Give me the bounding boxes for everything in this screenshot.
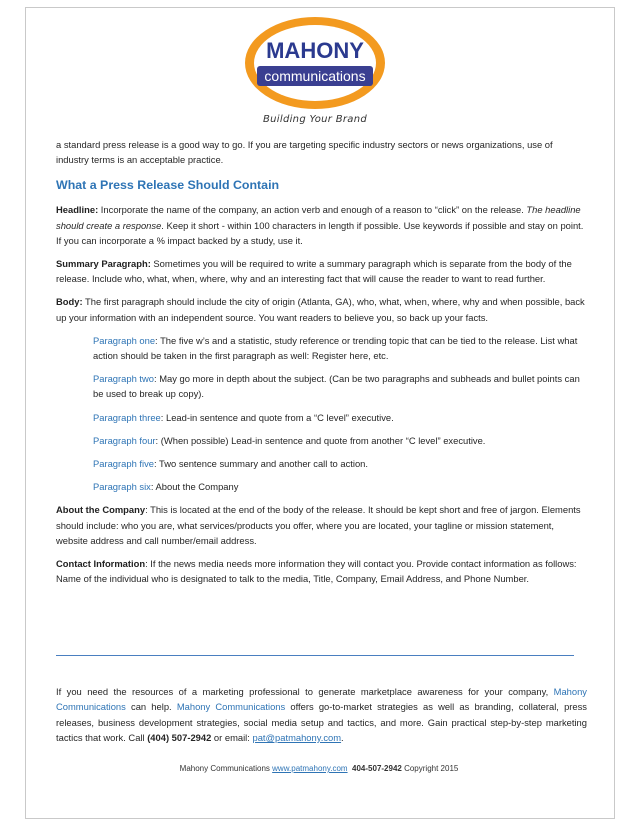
paragraph-text: : Two sentence summary and another call to action. <box>153 458 368 470</box>
logo-tagline: Building Your Brand <box>263 114 367 125</box>
headline-text-after: . Keep it short - within 100 characters in length if possible. Use keywords if possible and stay on point. If you can incorporate a % impact backed by a study, use it. <box>56 219 584 246</box>
paragraph-item <box>56 371 587 401</box>
closing-text-4: or email: <box>211 731 253 743</box>
paragraph-label: Paragraph one <box>93 334 156 346</box>
headline-section <box>56 202 587 248</box>
closing-paragraph <box>56 684 587 745</box>
body-label: Body: <box>56 296 83 308</box>
paragraph-text: : Lead-in sentence and quote from a “C level” executive. <box>160 411 394 423</box>
paragraph-item <box>56 456 587 471</box>
closing-company-1: Mahony Communications <box>56 686 587 713</box>
footer-company: Mahony Communications <box>179 764 273 773</box>
closing-text-2: can help. <box>125 701 177 713</box>
about-section <box>56 502 587 548</box>
paragraph-label: Paragraph two <box>93 373 154 385</box>
contact-section <box>56 556 587 586</box>
headline-text-before: Incorporate the name of the company, an action verb and enough of a reason to “click” on the release. <box>98 204 527 216</box>
paragraph-item <box>56 433 587 448</box>
footer-website-link[interactable]: www.patmahony.com <box>272 764 348 773</box>
summary-label: Summary Paragraph: <box>56 258 151 270</box>
paragraph-text: : May go more in depth about the subject. (Can be two paragraphs and subheads and bullet points can be used to break up copy). <box>93 373 580 400</box>
paragraph-item <box>56 479 587 494</box>
paragraph-text: : (When possible) Lead-in sentence and quote from another “C level” executive. <box>155 434 486 446</box>
logo-inner-field <box>254 25 376 101</box>
footer-phone: 404-507-2942 <box>352 764 402 773</box>
closing-company-2: Mahony Communications <box>176 701 286 713</box>
paragraph-text: : The five w’s and a statistic, study reference or trending topic that can be tied to the release. List what action should be taken in the first paragraph as well: Register here, etc. <box>93 334 578 362</box>
paragraph-text: : About the Company <box>150 481 239 493</box>
contact-label: Contact Information <box>56 558 146 570</box>
section-heading: What a Press Release Should Contain <box>56 178 280 193</box>
body-section <box>56 294 587 324</box>
email-link[interactable]: pat@patmahony.com <box>252 731 342 743</box>
logo-brand-line2: communications <box>264 68 366 84</box>
closing-phone: (404) 507-2942 <box>147 731 212 743</box>
paragraph-label: Paragraph four <box>93 434 156 446</box>
divider-line <box>56 655 574 656</box>
body-text: The first paragraph should include the city of origin (Atlanta, GA), who, what, when, where, why and when possible, back up your information with an independent source. You want readers to believe you, so back up your facts. <box>56 296 585 323</box>
headline-label: Headline: <box>56 204 99 216</box>
headline-italic: The headline should create a response <box>56 204 581 231</box>
company-logo <box>241 16 389 134</box>
footer-copyright: Copyright 2015 <box>401 764 459 773</box>
paragraph-label: Paragraph six <box>93 481 151 493</box>
about-text: : This is located at the end of the body of the release. It should be kept short and free of jargon. Elements should include: who you are, what services/products you offer, where you are located, your tagline or mission statement, website address and call number/email address. <box>56 504 581 546</box>
summary-text: Sometimes you will be required to write a summary paragraph which is separate from the body of the release. Include who, what, when, where, why and an interesting fact that will cause the reader to want to read further. <box>56 258 572 285</box>
paragraph-label: Paragraph three <box>93 411 161 423</box>
contact-text: : If the news media needs more information they will contact you. Provide contact information as follows: Name of the individual who is designated to talk to the media, Title, Company, Email Address, and Phone Number. <box>56 558 577 585</box>
paragraph-item <box>56 410 587 425</box>
closing-text-3: offers go-to-market strategies as well as branding, collateral, press releases, business development strategies, social media setup and tactics, and more. Gain practical step-by-step marketing tactics that work. Call <box>56 701 587 743</box>
logo-oval-graphic <box>244 16 386 110</box>
closing-text-5: . <box>341 731 344 743</box>
logo-brand-line1: MAHONY <box>266 38 364 63</box>
about-label: About the Company <box>56 504 146 516</box>
paragraph-label: Paragraph five <box>93 458 154 470</box>
document-body <box>56 137 587 594</box>
intro-paragraph: a standard press release is a good way to go. If you are targeting specific industry sectors or news organizations, use of industry terms is an acceptable practice. <box>56 139 553 166</box>
page-footer <box>0 764 638 773</box>
summary-section <box>56 256 587 286</box>
closing-text-1: If you need the resources of a marketing professional to generate marketplace awareness for your company, <box>56 686 554 697</box>
paragraph-item <box>56 333 587 363</box>
